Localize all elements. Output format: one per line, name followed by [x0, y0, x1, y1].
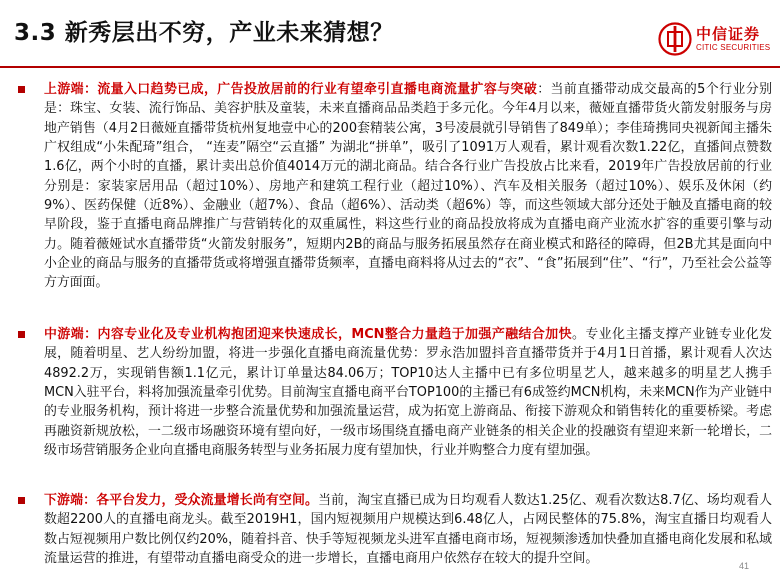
square-bullet-icon	[18, 497, 25, 504]
logo-english-name: CITIC SECURITIES	[696, 43, 771, 52]
bullet-text	[44, 80, 772, 293]
citic-logo	[658, 22, 770, 58]
slide-header	[0, 0, 780, 66]
bullet-text	[44, 491, 772, 568]
page-title: 3.3 新秀层出不穷，产业未来猜想？	[14, 20, 394, 46]
title-divider	[0, 66, 780, 68]
bullet-lead: 下游端：各平台发力，受众流量增长尚有空间。	[44, 493, 319, 508]
logo-chinese-name: 中信证券	[696, 25, 761, 43]
bullet-text	[44, 325, 772, 460]
square-bullet-icon	[18, 86, 25, 93]
page-number: 41	[739, 561, 750, 571]
bullet-body: ：当前直播带动成交最高的5个行业分别是：珠宝、女装、流行饰品、美容护肤及童装，未来直播商品品类趋于多元化。今年4月以来，薇娅直播带货火箭发射服务与房地产销售（4月2日薇娅直播带货杭州复地壹中心的200套精装公寓，3号凌晨就引导销售了849单）；李佳琦携同央视新闻主播朱广权组成“小朱配琦”组合， “连麦”隔空“云直播” 为湖北“拼单”，吸引了1091万人观看，累计观看次数1.22亿，直播间点赞数1.6亿，两个小时的直播，累计卖出总价值4014万元的湖北商品。结合各行业广告投放占比来看，2019年广告投放居前的行业分别是：家装家居用品（超过10%）、房地产和建筑工程行业（超过10%）、汽车及相关服务（超过10%）、娱乐及休闲（约9%）、医药保健（近8%）、金融业（超7%）、食品（超6%）、活动类（超6%）等，而这些领域大部分还处于触及直播电商的较早阶段，鉴于直播电商品牌推广与营销转化的双重属性，料这些行业的商品投放将成为直播电商产业流水扩容的重要引擎与动力。随着薇娅试水直播带货“火箭发射服务”，短期内2B的商品与服务拓展虽然存在商业模式和路径的障碍，但2B尤其是面向中小企业的商品与服务的直播带货或将增强直播带货频率，直播电商料将从过去的“衣”、“食”拓展到“住”、“行”，乃至社会公益等方方面面。	[44, 82, 773, 291]
bullet-lead: 上游端：流量入口趋势已成，广告投放居前的行业有望牵引直播电商流量扩容与突破	[44, 82, 538, 97]
citic-logo-icon	[658, 22, 692, 56]
square-bullet-icon	[18, 331, 25, 338]
bullet-lead: 中游端：内容专业化及专业机构抱团迎来快速成长，MCN整合力量趋于加强产融结合加快	[44, 327, 573, 342]
bullet-body: 当前，淘宝直播已成为日均观看人数达1.25亿、观看次数达8.7亿、场均观看人数超2200人的直播电商龙头。截至2019H1，国内短视频用户规模达到6.48亿人，占网民整体的75.8%，淘宝直播日均观看人数占短视频用户数比例仅约20%，随着抖音、快手等短视频龙头进军直播电商市场，短视频渗透加快叠加直播电商化发展和私域流量运营的推进，有望带动直播电商受众的进一步增长，直播电商用户依然存在较大的提升空间。	[44, 493, 773, 567]
bullet-body: 。专业化主播支撑产业链专业化发展，随着明星、艺人纷纷加盟，将进一步强化直播电商流量优势：罗永浩加盟抖音直播带货并于4月1日首播，累计观看人次达4892.2万，实现销售额1.1亿元，累计订单量达84.06万；TOP10达人主播中已有多位明星艺人，越来越多的明星艺人携手MCN入驻平台，料将加强流量牵引优势。目前淘宝直播电商平台TOP100的主播已有6成签约MCN机构，未来MCN作为产业链中的专业服务机构，预计将进一步整合流量优势和加强流量运营，成为拓宽上游商品、衔接下游观众和销售转化的重要桥梁。考虑再融资新规放松，一二级市场融资环境有望向好，一级市场围绕直播电商产业链条的相关企业的投融资有望迎来新一轮增长，二级市场营销服务企业向直播电商服务转型与业务拓展力度有望加快，行业并购整合力度有望加强。	[44, 327, 773, 459]
